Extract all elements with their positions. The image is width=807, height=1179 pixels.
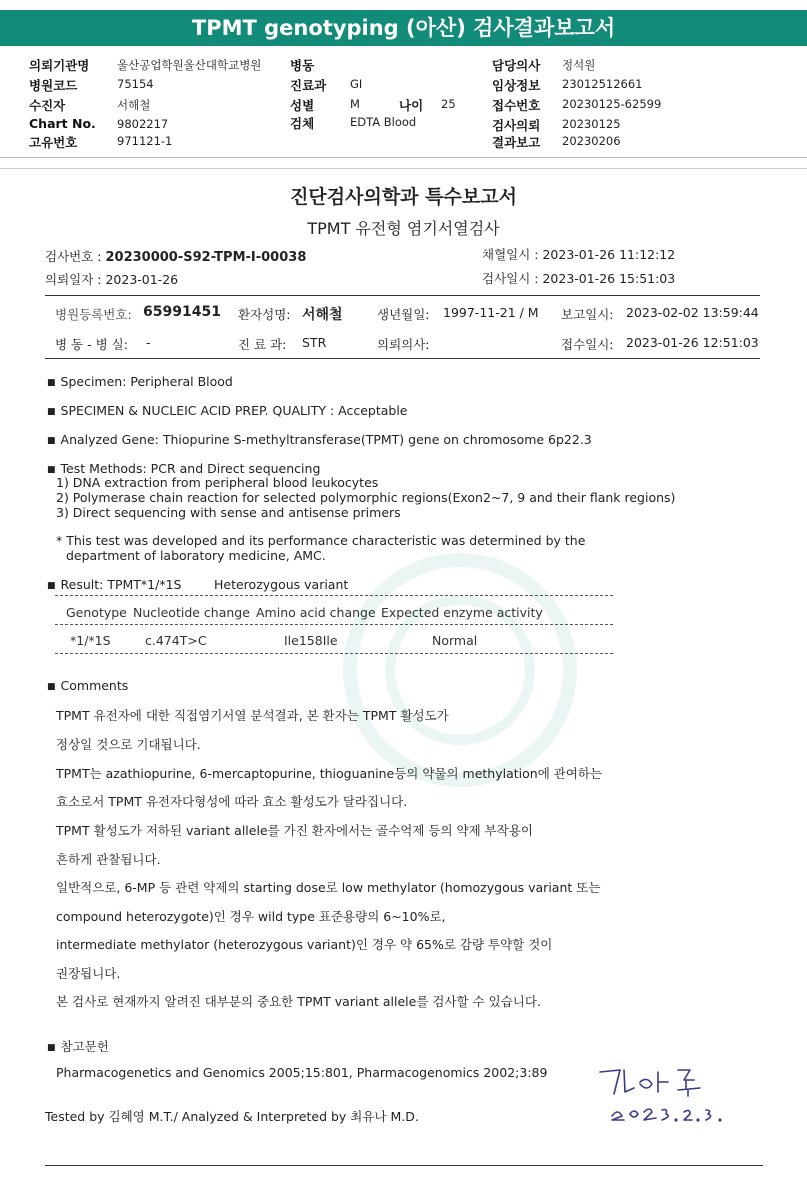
header-label: 접수번호 — [492, 98, 541, 113]
comment-line: 일반적으로, 6-MP 등 관련 약제의 starting dose로 low methylator (homozygous variant 또는 — [56, 880, 601, 895]
bottom-rule — [45, 1165, 763, 1166]
method-item: 3) Direct sequencing with sense and antisense primers — [56, 505, 401, 520]
header-value: 971121-1 — [117, 134, 173, 148]
header-value: EDTA Blood — [350, 115, 417, 129]
ward: - — [146, 335, 151, 350]
header-value: 9802217 — [117, 117, 169, 131]
comment-line: TPMT 활성도가 저하된 variant allele를 가진 환자에서는 골수억제 등의 약제 부작용이 — [56, 823, 533, 838]
specimen-section: ■ Specimen: Peripheral Blood — [47, 374, 233, 389]
table-header: Expected enzyme activity — [381, 605, 543, 620]
table-rule — [55, 653, 613, 654]
report-banner-title: TPMT genotyping (아산) 검사결과보고서 — [0, 10, 807, 46]
gene-section: ■ Analyzed Gene: Thiopurine S-methyltransferase(TPMT) gene on chromosome 6p22.3 — [47, 432, 592, 447]
references-text: Pharmacogenetics and Genomics 2005;15:801, Pharmacogenomics 2002;3:89 — [56, 1065, 548, 1080]
reg-no: 65991451 — [143, 304, 221, 320]
references-title: 참고문헌 — [60, 1039, 109, 1054]
methods-section: ■ Test Methods: PCR and Direct sequencing — [47, 461, 321, 476]
dob: 1997-11-21 / M — [443, 305, 539, 320]
header-value: 20230125-62599 — [562, 97, 662, 111]
header-label: 진료과 — [290, 78, 327, 93]
quality-section: ■ SPECIMEN & NUCLEIC ACID PREP. QUALITY : Acceptable — [47, 403, 408, 418]
patient-name: 서해철 — [302, 307, 343, 323]
dob-label: 생년월일: — [377, 307, 430, 322]
comment-line: intermediate methylator (heterozygous variant)인 경우 약 65%로 감량 투약할 것이 — [56, 937, 553, 952]
table-cell: *1/*1S — [70, 633, 111, 648]
header-value: 서해철 — [117, 98, 151, 112]
comments-section: ■ Comments — [47, 678, 129, 693]
header-label: 고유번호 — [29, 135, 78, 150]
request-date: 의뢰일자 : 2023-01-26 — [45, 272, 179, 287]
table-header: Nucleotide change — [133, 605, 250, 620]
report-time: 2023-02-02 13:59:44 — [626, 305, 759, 320]
comment-line: 흔하게 관찰됩니다. — [56, 852, 161, 867]
header-value: M — [350, 97, 360, 111]
comment-line: 효소로서 TPMT 유전자다형성에 따라 효소 활성도가 달라집니다. — [56, 794, 408, 809]
exam-date: 검사일시 : 2023-01-26 15:51:03 — [482, 271, 676, 286]
header-value: 20230125 — [562, 117, 621, 131]
header-label: 검체 — [290, 116, 315, 131]
header-label: 담당의사 — [492, 58, 541, 73]
doctor-label: 의뢰의사: — [377, 337, 430, 352]
report-time-label: 보고일시: — [561, 307, 614, 322]
signature-mark — [592, 1058, 732, 1128]
report-subtitle: TPMT 유전형 염기서열검사 — [307, 219, 500, 238]
result-section: ■ Result: TPMT*1/*1S — [47, 577, 182, 592]
ward-label: 병 동 - 병 실: — [55, 337, 128, 352]
header-value: 75154 — [117, 77, 154, 91]
name-label: 환자성명: — [238, 307, 291, 322]
specimen-text: Specimen: Peripheral Blood — [60, 374, 233, 389]
age-label: 나이 — [399, 98, 424, 113]
table-cell: c.474T>C — [145, 633, 207, 648]
table-cell: Normal — [432, 633, 478, 648]
comments-title: Comments — [60, 678, 129, 693]
comment-line: TPMT 유전자에 대한 직접염기서열 분석결과, 본 환자는 TPMT 활성도가 — [56, 708, 449, 723]
method-item: 1) DNA extraction from peripheral blood leukocytes — [56, 475, 379, 490]
age-value: 25 — [441, 97, 456, 111]
references-section: ■ 참고문헌 — [47, 1039, 109, 1054]
divider — [0, 168, 807, 169]
header-label: 검사의뢰 — [492, 118, 541, 133]
test-number-label: 검사번호 : — [45, 249, 102, 264]
gene-text: Analyzed Gene: Thiopurine S-methyltransferase(TPMT) gene on chromosome 6p22.3 — [60, 432, 592, 447]
header-value: 20230206 — [562, 134, 621, 148]
receipt-time-label: 접수일시: — [561, 337, 614, 352]
result-label: Result: TPMT*1/*1S — [60, 577, 182, 592]
box-bottom-line — [45, 358, 760, 359]
header-value: 울산공업학원울산대학교병원 — [117, 58, 262, 72]
box-top-line — [45, 295, 760, 296]
table-header: Amino acid change — [256, 605, 376, 620]
header-label: 임상정보 — [492, 78, 541, 93]
table-rule — [55, 595, 613, 596]
test-number: 20230000-S92-TPM-I-00038 — [105, 250, 307, 265]
report-title: 진단검사의학과 특수보고서 — [290, 186, 517, 208]
receipt-time: 2023-01-26 12:51:03 — [626, 335, 759, 350]
table-cell: Ile158Ile — [284, 633, 338, 648]
quality-text: SPECIMEN & NUCLEIC ACID PREP. QUALITY : Acceptable — [60, 403, 408, 418]
dept: STR — [302, 335, 327, 350]
header-label: 결과보고 — [492, 135, 541, 150]
reg-no-label: 병원등록번호: — [55, 307, 132, 322]
watermark-logo — [310, 540, 610, 800]
header-value: GI — [350, 77, 363, 91]
header-label: 수진자 — [29, 98, 66, 113]
comment-line: 본 검사로 현재까지 알려진 대부분의 중요한 TPMT variant allele를 검사할 수 있습니다. — [56, 994, 541, 1009]
result-status: Heterozygous variant — [214, 577, 349, 592]
comment-line: compound heterozygote)인 경우 wild type 표준용량의 6~10%로, — [56, 909, 446, 924]
comment-line: 정상일 것으로 기대됩니다. — [56, 737, 201, 752]
comment-line: TPMT는 azathiopurine, 6-mercaptopurine, thioguanine등의 약물의 methylation에 관여하는 — [56, 766, 603, 781]
header-label: 의뢰기관명 — [29, 58, 90, 73]
header-info — [0, 56, 807, 148]
comment-line: 권장됩니다. — [56, 966, 121, 981]
table-rule — [55, 624, 613, 625]
header-label: 병동 — [290, 58, 315, 73]
note-line: * This test was developed and its performance characteristic was determined by the — [56, 533, 586, 548]
collect-date: 채혈일시 : 2023-01-26 11:12:12 — [482, 247, 676, 262]
header-label: 성별 — [290, 98, 315, 113]
methods-title: Test Methods: PCR and Direct sequencing — [60, 461, 321, 476]
header-value: 23012512661 — [562, 77, 643, 91]
method-item: 2) Polymerase chain reaction for selected polymorphic regions(Exon2~7, 9 and their flank regions) — [56, 490, 676, 505]
header-label: 병원코드 — [29, 78, 78, 93]
divider — [0, 157, 807, 158]
table-header: Genotype — [66, 605, 127, 620]
header-label: Chart No. — [29, 116, 96, 131]
footer-credits: Tested by 김혜영 M.T./ Analyzed & Interpreted by 최유나 M.D. — [45, 1109, 419, 1124]
dept-label: 진 료 과: — [238, 337, 287, 352]
note-line: department of laboratory medicine, AMC. — [66, 548, 326, 563]
header-value: 정석원 — [562, 58, 596, 72]
